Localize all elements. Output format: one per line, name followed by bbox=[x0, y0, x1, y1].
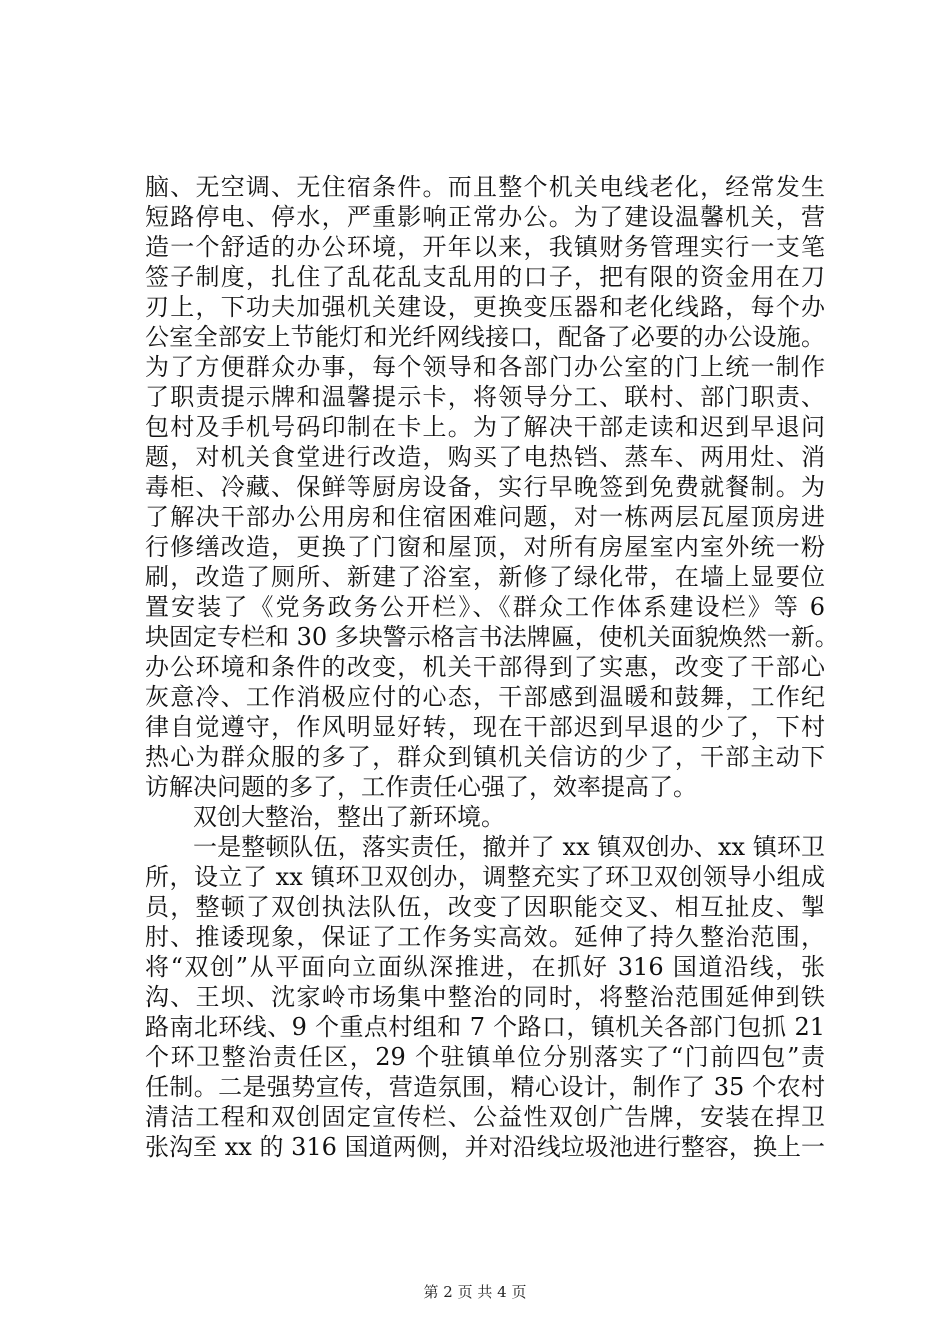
text-line: 沟、王坝、沈家岭市场集中整治的同时，将整治范围延伸到铁 bbox=[145, 983, 825, 1011]
text-line: 块固定专栏和 30 多块警示格言书法牌匾，使机关面貌焕然一新。 bbox=[145, 623, 839, 651]
text-line: 刃上，下功夫加强机关建设，更换变压器和老化线路，每个办 bbox=[145, 293, 825, 321]
text-line: 路南北环线、9 个重点村组和 7 个路口，镇机关各部门包抓 21 bbox=[145, 1013, 825, 1041]
text-line: 短路停电、停水，严重影响正常办公。为了建设温馨机关，营 bbox=[145, 203, 825, 231]
text-line: 灰意冷、工作消极应付的心态，干部感到温暖和鼓舞，工作纪 bbox=[145, 683, 825, 711]
text-line: 了解决干部办公用房和住宿困难问题，对一栋两层瓦屋顶房进 bbox=[145, 503, 825, 531]
paragraph bbox=[145, 802, 825, 832]
text-line: 张沟至 xx 的 316 国道两侧，并对沿线垃圾池进行整容，换上一 bbox=[145, 1133, 825, 1161]
text-line: 脑、无空调、无住宿条件。而且整个机关电线老化，经常发生 bbox=[145, 173, 825, 201]
text-line: 个环卫整治责任区，29 个驻镇单位分别落实了“门前四包”责 bbox=[145, 1043, 825, 1071]
text-line: 置安装了《党务政务公开栏》、《群众工作体系建设栏》等 6 bbox=[145, 593, 825, 621]
text-line: 律自觉遵守，作风明显好转，现在干部迟到早退的少了，下村 bbox=[145, 713, 825, 741]
text-line: 题，对机关食堂进行改造，购买了电热铛、蒸车、两用灶、消 bbox=[145, 443, 825, 471]
text-line: 刷，改造了厕所、新建了浴室，新修了绿化带，在墙上显要位 bbox=[145, 563, 825, 591]
paragraph bbox=[145, 832, 825, 1162]
text-line: 所，设立了 xx 镇环卫双创办，调整充实了环卫双创领导小组成 bbox=[145, 863, 825, 891]
text-line: 行修缮改造，更换了门窗和屋顶，对所有房屋室内室外统一粉 bbox=[145, 533, 825, 561]
text-line: 热心为群众服的多了，群众到镇机关信访的少了，干部主动下 bbox=[145, 743, 825, 771]
text-line: 清洁工程和双创固定宣传栏、公益性双创广告牌，安装在捍卫 bbox=[145, 1103, 825, 1131]
text-line: 员，整顿了双创执法队伍，改变了因职能交叉、相互扯皮、掣 bbox=[145, 893, 825, 921]
text-line: 公室全部安上节能灯和光纤网线接口，配备了必要的办公设施。 bbox=[145, 323, 825, 351]
text-line: 包村及手机号码印制在卡上。为了解决干部走读和迟到早退问 bbox=[145, 413, 825, 441]
text-line: 一是整顿队伍，落实责任，撤并了 xx 镇双创办、xx 镇环卫 bbox=[193, 833, 825, 861]
page-footer: 第 2 页 共 4 页 bbox=[423, 1283, 527, 1301]
text-line: 签子制度，扎住了乱花乱支乱用的口子，把有限的资金用在刀 bbox=[145, 263, 825, 291]
text-line: 了职责提示牌和温馨提示卡，将领导分工、联村、部门职责、 bbox=[145, 383, 825, 411]
text-line: 为了方便群众办事，每个领导和各部门办公室的门上统一制作 bbox=[145, 353, 825, 381]
text-line: 肘、推诿现象，保证了工作务实高效。延伸了持久整治范围， bbox=[145, 923, 825, 951]
text-line: 办公环境和条件的改变，机关干部得到了实惠，改变了干部心 bbox=[145, 653, 825, 681]
text-line: 将“双创”从平面向立面纵深推进，在抓好 316 国道沿线，张 bbox=[145, 953, 825, 981]
paragraph bbox=[145, 172, 839, 802]
document-body bbox=[145, 172, 839, 1162]
text-line: 毒柜、冷藏、保鲜等厨房设备，实行早晚签到免费就餐制。为 bbox=[145, 473, 825, 501]
text-line: 访解决问题的多了，工作责任心强了，效率提高了。 bbox=[145, 773, 697, 801]
text-line: 造一个舒适的办公环境，开年以来，我镇财务管理实行一支笔 bbox=[145, 233, 825, 261]
text-line: 双创大整治，整出了新环境。 bbox=[193, 803, 505, 831]
text-line: 任制。二是强势宣传，营造氛围，精心设计，制作了 35 个农村 bbox=[145, 1073, 825, 1101]
